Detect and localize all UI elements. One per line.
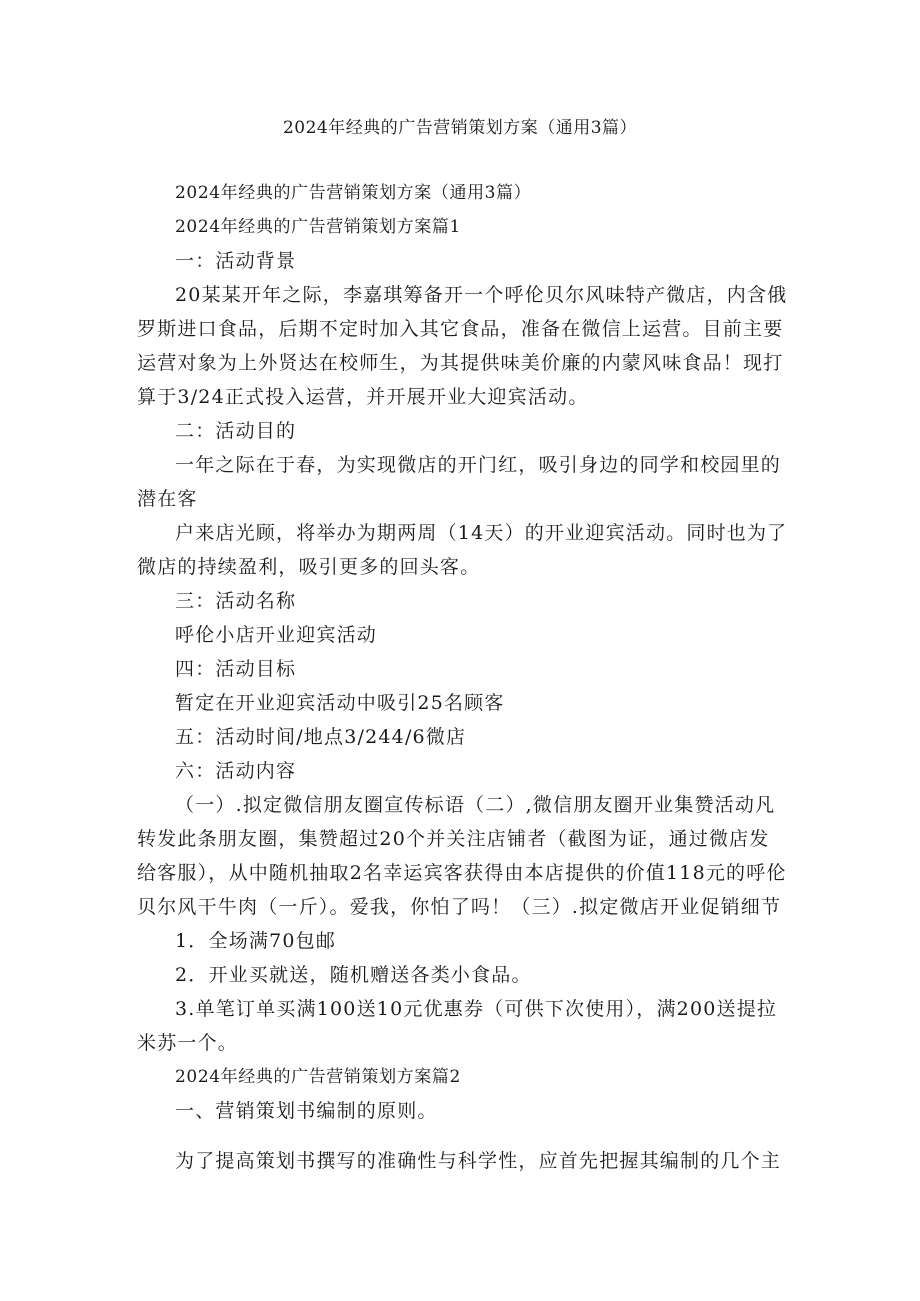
section-heading-part2: 2024年经典的广告营销策划方案篇2 [175,1067,461,1087]
paragraph-activity-name: 呼伦小店开业迎宾活动 [175,624,378,646]
list-item-3: 3.单笔订单买满100送10元优惠券（可供下次使用），满200送提拉米苏一个。 [137,998,778,1054]
heading-activity-content: 六：活动内容 [175,760,297,782]
list-item-1: 1．全场满70包邮 [175,930,337,952]
paragraph-activity-goal: 暂定在开业迎宾活动中吸引25名顾客 [175,692,505,714]
heading-activity-name: 三：活动名称 [175,590,297,612]
heading-principles: 一、营销策划书编制的原则。 [175,1100,438,1122]
paragraph-background: 20某某开年之际，李嘉琪筹备开一个呼伦贝尔风味特产微店，内含俄罗斯进口食品，后期不定时加入其它食品，准备在微信上运营。目前主要运营对象为上外贤达在校师生，为其提供味美价廉的内蒙风味食品！现打算于3/24正式投入运营，并开展开业大迎宾活动。 [137,284,788,408]
paragraph-principles: 为了提高策划书撰写的准确性与科学性，应首先把握其编制的几个主 [175,1150,782,1172]
paragraph-gap [137,1128,789,1144]
paragraph-activity-content: （一）.拟定微信朋友圈宣传标语（二）,微信朋友圈开业集赞活动凡转发此条朋友圈，集赞超过20个并关注店铺者（截图为证，通过微店发给客服），从中随机抽取2名幸运宾客获得由本店提供的价值118元的呼伦贝尔风干牛肉（一斤）。爱我，你怕了吗！（三）.拟定微店开业促销细节 [137,794,787,918]
document-title: 2024年经典的广告营销策划方案（通用3篇） [282,118,638,138]
heading-activity-purpose: 二：活动目的 [175,420,297,442]
paragraph-purpose-2: 户来店光顾，将举办为期两周（14天）的开业迎宾活动。同时也为了微店的持续盈利，吸引更多的回头客。 [137,522,788,578]
heading-activity-time-place: 五：活动时间/地点3/244/6微店 [175,726,467,748]
document-body [137,176,789,1178]
section-heading-part1: 2024年经典的广告营销策划方案篇1 [175,217,461,237]
paragraph-subtitle: 2024年经典的广告营销策划方案（通用3篇） [175,183,532,203]
paragraph-purpose-1: 一年之际在于春，为实现微店的开门红，吸引身边的同学和校园里的潜在客 [137,454,782,510]
heading-activity-background: 一：活动背景 [175,250,297,272]
list-item-2: 2．开业买就送，随机赠送各类小食品。 [175,964,532,986]
heading-activity-goal: 四：活动目标 [175,658,297,680]
